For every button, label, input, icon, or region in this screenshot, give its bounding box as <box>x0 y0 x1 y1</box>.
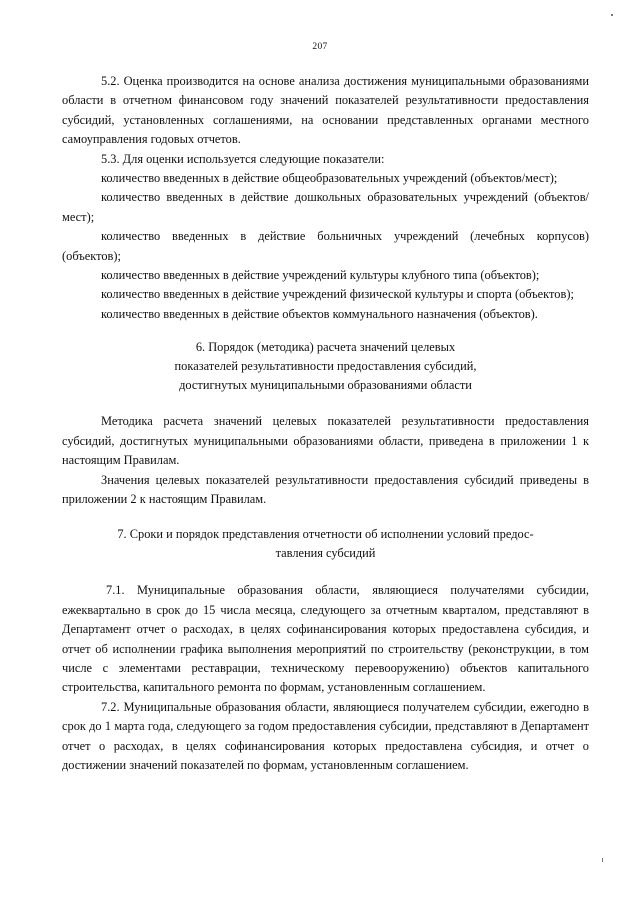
indicator-item: количество введенных в действие учреждений физической культуры и спорта (объектов); <box>101 287 574 302</box>
heading-line: достигнутых муниципальными образованиями области <box>179 378 472 393</box>
paragraph-5-3: 5.3. Для оценки используется следующие показатели: <box>101 151 385 166</box>
paragraph-6-2: Значения целевых показателей результативности предоставления субсидий приведены в приложении 2 к настоящим Правилам. <box>62 472 589 506</box>
scan-speck <box>611 14 613 16</box>
indicator-item: количество введенных в действие учреждений культуры клубного типа (объектов); <box>101 268 540 283</box>
paragraph-7-1: 7.1. Муниципальные образования области, являющиеся получателями субсидии, ежеквартально в срок до 15 числа месяца, следующего за отчетным кварталом, представляют в Департамент отчет о расходах, в целях софинансирования которых предоставлена субсидия, и отчет об исполнении графика выполнения мероприятий по строительству (реконструкции, в том числе с элементами реставрации, техническому перевооружению) объектов капитального строительства, капитального ремонта по формам, установленным соглашением. <box>62 583 589 695</box>
indicator-item: количество введенных в действие объектов коммунального назначения (объектов). <box>101 306 538 321</box>
indicator-item: количество введенных в действие общеобразовательных учреждений (объектов/мест); <box>101 171 558 186</box>
section-6-heading <box>62 338 589 395</box>
heading-line: показателей результативности предоставления субсидий, <box>174 359 477 374</box>
heading-line: 6. Порядок (методика) расчета значений целевых <box>195 340 456 355</box>
indicator-item: количество введенных в действие больничных учреждений (лечебных корпусов) (объектов); <box>62 229 589 263</box>
heading-line: 7. Сроки и порядок представления отчетности об исполнении условий предос- <box>117 527 534 542</box>
scan-speck <box>602 858 603 862</box>
section-7-heading <box>62 525 589 563</box>
heading-line: тавления субсидий <box>275 546 376 561</box>
paragraph-7-2: 7.2. Муниципальные образования области, являющиеся получателем субсидии, ежегодно в срок до 1 марта года, следующего за годом предоставления субсидии, представляют в Департамент отчет о расходах, в целях софинансирования которых предоставлена субсидия, и отчет о достижении значений показателей по формам, установленным соглашением. <box>62 699 589 772</box>
page-number: 207 <box>312 42 328 52</box>
indicator-item: количество введенных в действие дошкольных образовательных учреждений (объектов/мест); <box>62 190 589 224</box>
document-body <box>62 72 589 775</box>
paragraph-5-2: 5.2. Оценка производится на основе анализа достижения муниципальными образованиями области в отчетном финансовом году значений показателей результативности предоставления субсидий, установленных соглашениями, на основании представленных органами местного самоуправления годовых отчетов. <box>62 74 589 147</box>
paragraph-6-1: Методика расчета значений целевых показателей результативности предоставления субсидий, достигнутых муниципальными образованиями области, приведена в приложении 1 к настоящим Правилам. <box>62 414 589 468</box>
